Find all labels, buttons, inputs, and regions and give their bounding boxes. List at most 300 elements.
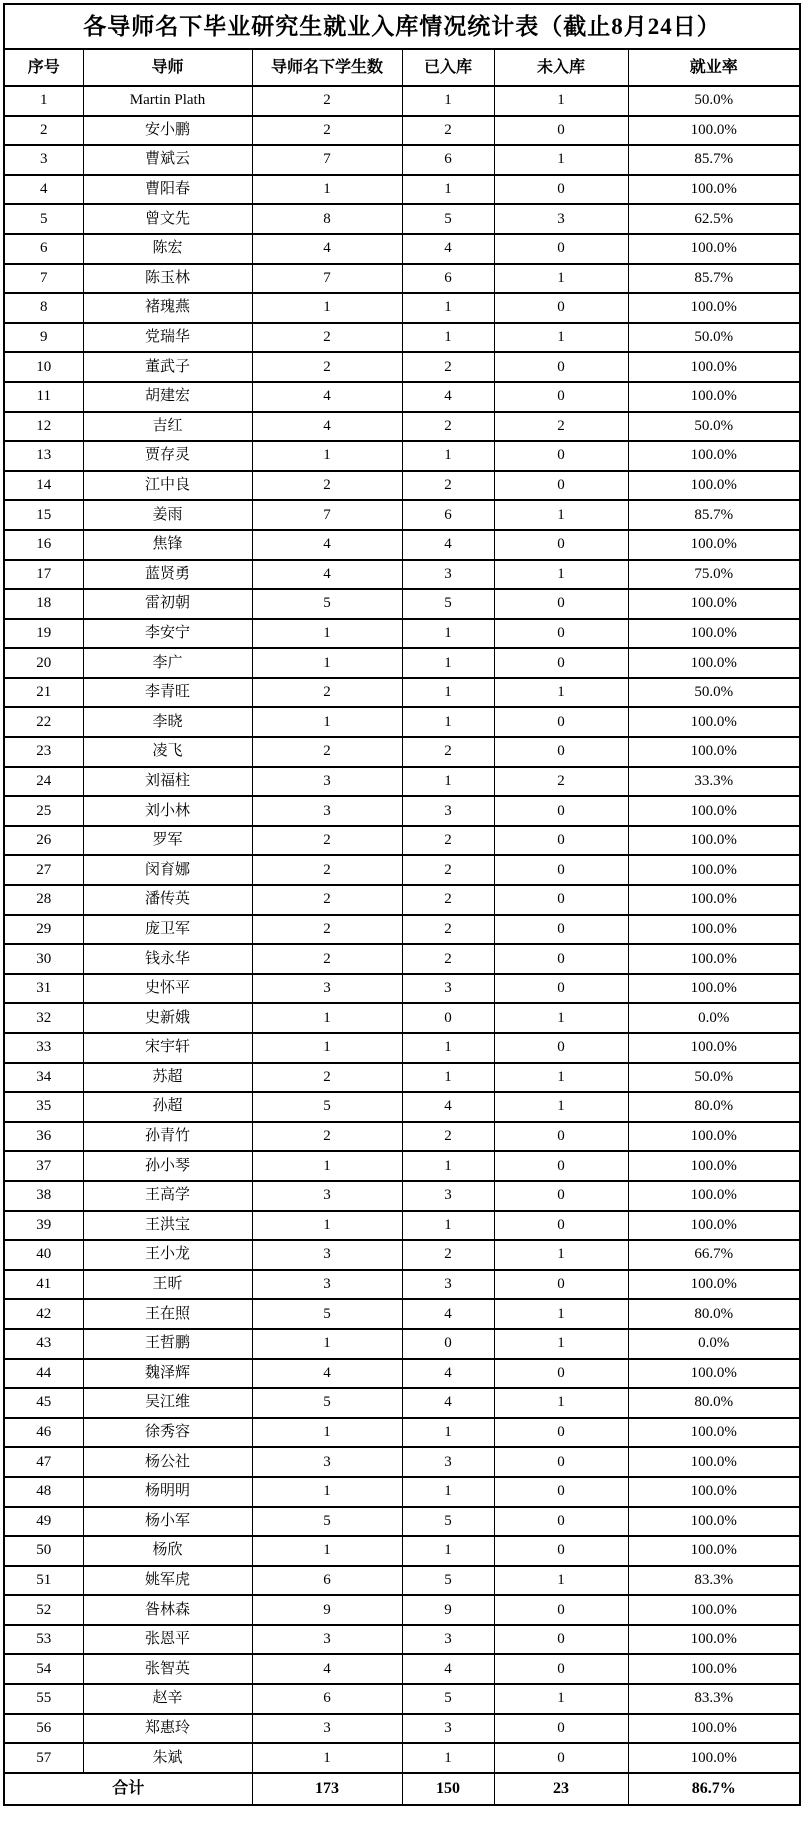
cell-student-count: 2: [252, 86, 402, 116]
cell-entered: 3: [402, 560, 494, 590]
cell-student-count: 1: [252, 1418, 402, 1448]
table-row: [4, 412, 800, 442]
cell-index: 48: [4, 1477, 83, 1507]
cell-index: 55: [4, 1684, 83, 1714]
cell-student-count: 4: [252, 412, 402, 442]
column-header-student-count: 导师名下学生数: [252, 49, 402, 86]
cell-not-entered: 1: [494, 1684, 628, 1714]
cell-entered: 2: [402, 915, 494, 945]
cell-employment-rate: 100.0%: [628, 826, 800, 856]
cell-supervisor-name: 褚瑰燕: [83, 293, 252, 323]
cell-not-entered: 1: [494, 264, 628, 294]
cell-student-count: 2: [252, 737, 402, 767]
cell-not-entered: 0: [494, 619, 628, 649]
cell-student-count: 3: [252, 1240, 402, 1270]
cell-not-entered: 2: [494, 767, 628, 797]
column-header-entered: 已入库: [402, 49, 494, 86]
cell-student-count: 1: [252, 1033, 402, 1063]
cell-supervisor-name: 董武子: [83, 352, 252, 382]
table-row: [4, 264, 800, 294]
cell-supervisor-name: 王哲鹏: [83, 1329, 252, 1359]
cell-entered: 4: [402, 530, 494, 560]
cell-student-count: 2: [252, 915, 402, 945]
cell-student-count: 4: [252, 530, 402, 560]
cell-student-count: 1: [252, 1003, 402, 1033]
cell-supervisor-name: 杨欣: [83, 1536, 252, 1566]
cell-supervisor-name: 凌飞: [83, 737, 252, 767]
cell-employment-rate: 100.0%: [628, 944, 800, 974]
cell-employment-rate: 100.0%: [628, 915, 800, 945]
cell-supervisor-name: 刘福柱: [83, 767, 252, 797]
cell-not-entered: 0: [494, 471, 628, 501]
cell-entered: 0: [402, 1003, 494, 1033]
cell-entered: 1: [402, 1063, 494, 1093]
cell-supervisor-name: 宋宇轩: [83, 1033, 252, 1063]
cell-entered: 5: [402, 589, 494, 619]
cell-supervisor-name: 张恩平: [83, 1625, 252, 1655]
cell-employment-rate: 100.0%: [628, 530, 800, 560]
cell-student-count: 1: [252, 648, 402, 678]
cell-index: 47: [4, 1447, 83, 1477]
cell-index: 50: [4, 1536, 83, 1566]
table-row: [4, 678, 800, 708]
cell-employment-rate: 100.0%: [628, 1211, 800, 1241]
cell-index: 7: [4, 264, 83, 294]
table-row: [4, 1477, 800, 1507]
cell-student-count: 4: [252, 560, 402, 590]
cell-student-count: 1: [252, 1477, 402, 1507]
cell-entered: 2: [402, 1122, 494, 1152]
cell-not-entered: 2: [494, 412, 628, 442]
table-row: [4, 944, 800, 974]
cell-employment-rate: 85.7%: [628, 264, 800, 294]
cell-employment-rate: 100.0%: [628, 1418, 800, 1448]
cell-student-count: 6: [252, 1566, 402, 1596]
cell-employment-rate: 100.0%: [628, 116, 800, 146]
cell-student-count: 3: [252, 1447, 402, 1477]
cell-supervisor-name: 吉红: [83, 412, 252, 442]
table-row: [4, 1595, 800, 1625]
table-row: [4, 530, 800, 560]
cell-employment-rate: 100.0%: [628, 619, 800, 649]
table-row: [4, 589, 800, 619]
cell-index: 39: [4, 1211, 83, 1241]
cell-entered: 1: [402, 323, 494, 353]
cell-not-entered: 0: [494, 707, 628, 737]
table-row: [4, 175, 800, 205]
cell-not-entered: 0: [494, 855, 628, 885]
cell-not-entered: 1: [494, 1063, 628, 1093]
cell-entered: 1: [402, 678, 494, 708]
cell-student-count: 5: [252, 1507, 402, 1537]
cell-employment-rate: 100.0%: [628, 855, 800, 885]
cell-not-entered: 0: [494, 1359, 628, 1389]
cell-employment-rate: 100.0%: [628, 234, 800, 264]
cell-index: 56: [4, 1714, 83, 1744]
cell-not-entered: 0: [494, 915, 628, 945]
cell-not-entered: 0: [494, 796, 628, 826]
cell-not-entered: 1: [494, 145, 628, 175]
cell-index: 5: [4, 204, 83, 234]
cell-student-count: 1: [252, 293, 402, 323]
cell-student-count: 2: [252, 116, 402, 146]
cell-student-count: 1: [252, 1211, 402, 1241]
cell-student-count: 4: [252, 234, 402, 264]
cell-employment-rate: 50.0%: [628, 1063, 800, 1093]
cell-student-count: 1: [252, 1743, 402, 1773]
table-body: [4, 86, 800, 1773]
cell-supervisor-name: 安小鹏: [83, 116, 252, 146]
cell-employment-rate: 100.0%: [628, 1743, 800, 1773]
cell-student-count: 8: [252, 204, 402, 234]
cell-employment-rate: 100.0%: [628, 1151, 800, 1181]
cell-index: 31: [4, 974, 83, 1004]
column-header-employment-rate: 就业率: [628, 49, 800, 86]
table-row: [4, 1063, 800, 1093]
column-header-not-entered: 未入库: [494, 49, 628, 86]
cell-supervisor-name: 曾文先: [83, 204, 252, 234]
cell-student-count: 1: [252, 441, 402, 471]
cell-employment-rate: 100.0%: [628, 1447, 800, 1477]
cell-employment-rate: 100.0%: [628, 1625, 800, 1655]
cell-supervisor-name: 曹斌云: [83, 145, 252, 175]
header-row: [4, 49, 800, 86]
cell-entered: 2: [402, 885, 494, 915]
cell-employment-rate: 100.0%: [628, 352, 800, 382]
cell-entered: 1: [402, 175, 494, 205]
cell-entered: 9: [402, 1595, 494, 1625]
cell-employment-rate: 85.7%: [628, 500, 800, 530]
cell-index: 43: [4, 1329, 83, 1359]
cell-student-count: 1: [252, 707, 402, 737]
cell-not-entered: 1: [494, 1003, 628, 1033]
cell-index: 40: [4, 1240, 83, 1270]
cell-not-entered: 1: [494, 1566, 628, 1596]
cell-entered: 6: [402, 264, 494, 294]
cell-employment-rate: 100.0%: [628, 1122, 800, 1152]
cell-index: 10: [4, 352, 83, 382]
cell-supervisor-name: 陈宏: [83, 234, 252, 264]
cell-student-count: 2: [252, 471, 402, 501]
cell-not-entered: 0: [494, 1714, 628, 1744]
cell-student-count: 2: [252, 944, 402, 974]
cell-not-entered: 0: [494, 234, 628, 264]
cell-entered: 4: [402, 1299, 494, 1329]
cell-entered: 0: [402, 1329, 494, 1359]
cell-employment-rate: 100.0%: [628, 1477, 800, 1507]
table-row: [4, 1566, 800, 1596]
cell-supervisor-name: 王小龙: [83, 1240, 252, 1270]
cell-entered: 2: [402, 944, 494, 974]
total-row: [4, 1773, 800, 1805]
cell-index: 38: [4, 1181, 83, 1211]
cell-supervisor-name: 江中良: [83, 471, 252, 501]
cell-supervisor-name: 吴江维: [83, 1388, 252, 1418]
cell-not-entered: 1: [494, 1240, 628, 1270]
cell-supervisor-name: 贾存灵: [83, 441, 252, 471]
cell-employment-rate: 80.0%: [628, 1388, 800, 1418]
cell-not-entered: 0: [494, 441, 628, 471]
cell-employment-rate: 83.3%: [628, 1684, 800, 1714]
cell-student-count: 2: [252, 352, 402, 382]
cell-supervisor-name: 史新娥: [83, 1003, 252, 1033]
cell-not-entered: 1: [494, 1092, 628, 1122]
table-row: [4, 1211, 800, 1241]
table-row: [4, 1359, 800, 1389]
table-row: [4, 885, 800, 915]
total-label: 合计: [4, 1773, 252, 1805]
cell-student-count: 5: [252, 1092, 402, 1122]
cell-entered: 5: [402, 1507, 494, 1537]
cell-index: 49: [4, 1507, 83, 1537]
cell-supervisor-name: 孙青竹: [83, 1122, 252, 1152]
cell-student-count: 4: [252, 1654, 402, 1684]
page-title: 各导师名下毕业研究生就业入库情况统计表（截止8月24日）: [4, 4, 800, 49]
table-row: [4, 1625, 800, 1655]
cell-entered: 5: [402, 204, 494, 234]
cell-supervisor-name: 潘传英: [83, 885, 252, 915]
cell-not-entered: 0: [494, 352, 628, 382]
cell-employment-rate: 0.0%: [628, 1003, 800, 1033]
cell-employment-rate: 100.0%: [628, 648, 800, 678]
column-header-index: 序号: [4, 49, 83, 86]
table-row: [4, 1507, 800, 1537]
table-row: [4, 915, 800, 945]
cell-index: 19: [4, 619, 83, 649]
cell-supervisor-name: 魏泽辉: [83, 1359, 252, 1389]
cell-student-count: 1: [252, 1151, 402, 1181]
cell-student-count: 2: [252, 678, 402, 708]
cell-student-count: 1: [252, 1536, 402, 1566]
cell-not-entered: 0: [494, 1477, 628, 1507]
table-row: [4, 1299, 800, 1329]
cell-index: 6: [4, 234, 83, 264]
cell-student-count: 2: [252, 323, 402, 353]
cell-index: 3: [4, 145, 83, 175]
cell-index: 37: [4, 1151, 83, 1181]
cell-index: 44: [4, 1359, 83, 1389]
total-employment-rate: 86.7%: [628, 1773, 800, 1805]
cell-supervisor-name: 李晓: [83, 707, 252, 737]
cell-student-count: 5: [252, 589, 402, 619]
cell-not-entered: 0: [494, 1654, 628, 1684]
cell-employment-rate: 100.0%: [628, 1654, 800, 1684]
cell-employment-rate: 50.0%: [628, 86, 800, 116]
cell-not-entered: 3: [494, 204, 628, 234]
cell-not-entered: 0: [494, 1033, 628, 1063]
table-row: [4, 619, 800, 649]
cell-index: 32: [4, 1003, 83, 1033]
cell-index: 13: [4, 441, 83, 471]
cell-entered: 6: [402, 500, 494, 530]
table-row: [4, 560, 800, 590]
cell-not-entered: 1: [494, 1329, 628, 1359]
cell-student-count: 3: [252, 1625, 402, 1655]
cell-index: 28: [4, 885, 83, 915]
cell-entered: 1: [402, 619, 494, 649]
cell-entered: 3: [402, 1714, 494, 1744]
cell-employment-rate: 100.0%: [628, 441, 800, 471]
table-row: [4, 1151, 800, 1181]
cell-entered: 1: [402, 1033, 494, 1063]
cell-not-entered: 1: [494, 86, 628, 116]
cell-not-entered: 0: [494, 1625, 628, 1655]
cell-employment-rate: 100.0%: [628, 175, 800, 205]
cell-student-count: 2: [252, 855, 402, 885]
cell-student-count: 6: [252, 1684, 402, 1714]
cell-entered: 4: [402, 1092, 494, 1122]
cell-not-entered: 1: [494, 323, 628, 353]
cell-entered: 4: [402, 234, 494, 264]
cell-entered: 5: [402, 1684, 494, 1714]
cell-not-entered: 0: [494, 382, 628, 412]
cell-student-count: 2: [252, 885, 402, 915]
cell-supervisor-name: 姚军虎: [83, 1566, 252, 1596]
table-row: [4, 204, 800, 234]
total-not-entered: 23: [494, 1773, 628, 1805]
cell-student-count: 1: [252, 619, 402, 649]
table-row: [4, 707, 800, 737]
cell-employment-rate: 100.0%: [628, 471, 800, 501]
cell-entered: 6: [402, 145, 494, 175]
table-row: [4, 1240, 800, 1270]
cell-entered: 1: [402, 1418, 494, 1448]
cell-entered: 2: [402, 352, 494, 382]
cell-not-entered: 0: [494, 1743, 628, 1773]
cell-supervisor-name: 李安宁: [83, 619, 252, 649]
cell-not-entered: 0: [494, 1536, 628, 1566]
cell-supervisor-name: 王洪宝: [83, 1211, 252, 1241]
cell-student-count: 3: [252, 974, 402, 1004]
cell-student-count: 3: [252, 1270, 402, 1300]
table-row: [4, 767, 800, 797]
total-student-count: 173: [252, 1773, 402, 1805]
cell-index: 23: [4, 737, 83, 767]
cell-index: 30: [4, 944, 83, 974]
cell-employment-rate: 100.0%: [628, 382, 800, 412]
cell-entered: 2: [402, 737, 494, 767]
cell-employment-rate: 100.0%: [628, 1507, 800, 1537]
table-row: [4, 1654, 800, 1684]
cell-entered: 4: [402, 1654, 494, 1684]
cell-not-entered: 0: [494, 1418, 628, 1448]
cell-student-count: 5: [252, 1299, 402, 1329]
cell-not-entered: 1: [494, 560, 628, 590]
cell-not-entered: 0: [494, 1507, 628, 1537]
cell-index: 4: [4, 175, 83, 205]
cell-entered: 2: [402, 471, 494, 501]
cell-not-entered: 0: [494, 589, 628, 619]
table-row: [4, 855, 800, 885]
cell-index: 20: [4, 648, 83, 678]
table-row: [4, 116, 800, 146]
cell-student-count: 7: [252, 500, 402, 530]
cell-index: 27: [4, 855, 83, 885]
cell-student-count: 7: [252, 145, 402, 175]
cell-entered: 3: [402, 796, 494, 826]
cell-employment-rate: 50.0%: [628, 678, 800, 708]
cell-employment-rate: 33.3%: [628, 767, 800, 797]
cell-employment-rate: 100.0%: [628, 1033, 800, 1063]
table-row: [4, 826, 800, 856]
cell-supervisor-name: 赵辛: [83, 1684, 252, 1714]
table-row: [4, 737, 800, 767]
cell-supervisor-name: 郑惠玲: [83, 1714, 252, 1744]
table-row: [4, 352, 800, 382]
cell-student-count: 4: [252, 382, 402, 412]
cell-employment-rate: 100.0%: [628, 974, 800, 1004]
cell-not-entered: 0: [494, 944, 628, 974]
cell-entered: 1: [402, 1211, 494, 1241]
cell-entered: 1: [402, 441, 494, 471]
table-row: [4, 471, 800, 501]
cell-index: 11: [4, 382, 83, 412]
cell-not-entered: 0: [494, 648, 628, 678]
cell-student-count: 3: [252, 1181, 402, 1211]
cell-student-count: 1: [252, 175, 402, 205]
cell-not-entered: 1: [494, 678, 628, 708]
cell-supervisor-name: 姜雨: [83, 500, 252, 530]
cell-not-entered: 1: [494, 1388, 628, 1418]
cell-not-entered: 0: [494, 1595, 628, 1625]
cell-supervisor-name: 徐秀容: [83, 1418, 252, 1448]
cell-not-entered: 0: [494, 530, 628, 560]
cell-not-entered: 0: [494, 737, 628, 767]
cell-employment-rate: 83.3%: [628, 1566, 800, 1596]
cell-index: 22: [4, 707, 83, 737]
cell-student-count: 9: [252, 1595, 402, 1625]
cell-index: 8: [4, 293, 83, 323]
table-row: [4, 1536, 800, 1566]
cell-supervisor-name: 钱永华: [83, 944, 252, 974]
cell-employment-rate: 100.0%: [628, 885, 800, 915]
cell-index: 15: [4, 500, 83, 530]
cell-supervisor-name: 罗军: [83, 826, 252, 856]
table-row: [4, 382, 800, 412]
cell-supervisor-name: 苏超: [83, 1063, 252, 1093]
cell-entered: 1: [402, 1151, 494, 1181]
cell-employment-rate: 100.0%: [628, 796, 800, 826]
cell-employment-rate: 80.0%: [628, 1092, 800, 1122]
cell-supervisor-name: 朱斌: [83, 1743, 252, 1773]
cell-employment-rate: 100.0%: [628, 707, 800, 737]
cell-employment-rate: 50.0%: [628, 412, 800, 442]
cell-entered: 3: [402, 1447, 494, 1477]
cell-entered: 3: [402, 1181, 494, 1211]
cell-index: 29: [4, 915, 83, 945]
cell-employment-rate: 100.0%: [628, 589, 800, 619]
table-row: [4, 1092, 800, 1122]
cell-employment-rate: 66.7%: [628, 1240, 800, 1270]
cell-index: 42: [4, 1299, 83, 1329]
cell-employment-rate: 100.0%: [628, 1714, 800, 1744]
cell-supervisor-name: 王高学: [83, 1181, 252, 1211]
cell-supervisor-name: 胡建宏: [83, 382, 252, 412]
cell-supervisor-name: Martin Plath: [83, 86, 252, 116]
table-row: [4, 1122, 800, 1152]
cell-employment-rate: 100.0%: [628, 1270, 800, 1300]
table-row: [4, 974, 800, 1004]
cell-employment-rate: 80.0%: [628, 1299, 800, 1329]
cell-entered: 1: [402, 1743, 494, 1773]
cell-index: 51: [4, 1566, 83, 1596]
table-row: [4, 1684, 800, 1714]
cell-entered: 2: [402, 826, 494, 856]
cell-supervisor-name: 刘小林: [83, 796, 252, 826]
cell-index: 46: [4, 1418, 83, 1448]
cell-employment-rate: 100.0%: [628, 737, 800, 767]
table-row: [4, 293, 800, 323]
